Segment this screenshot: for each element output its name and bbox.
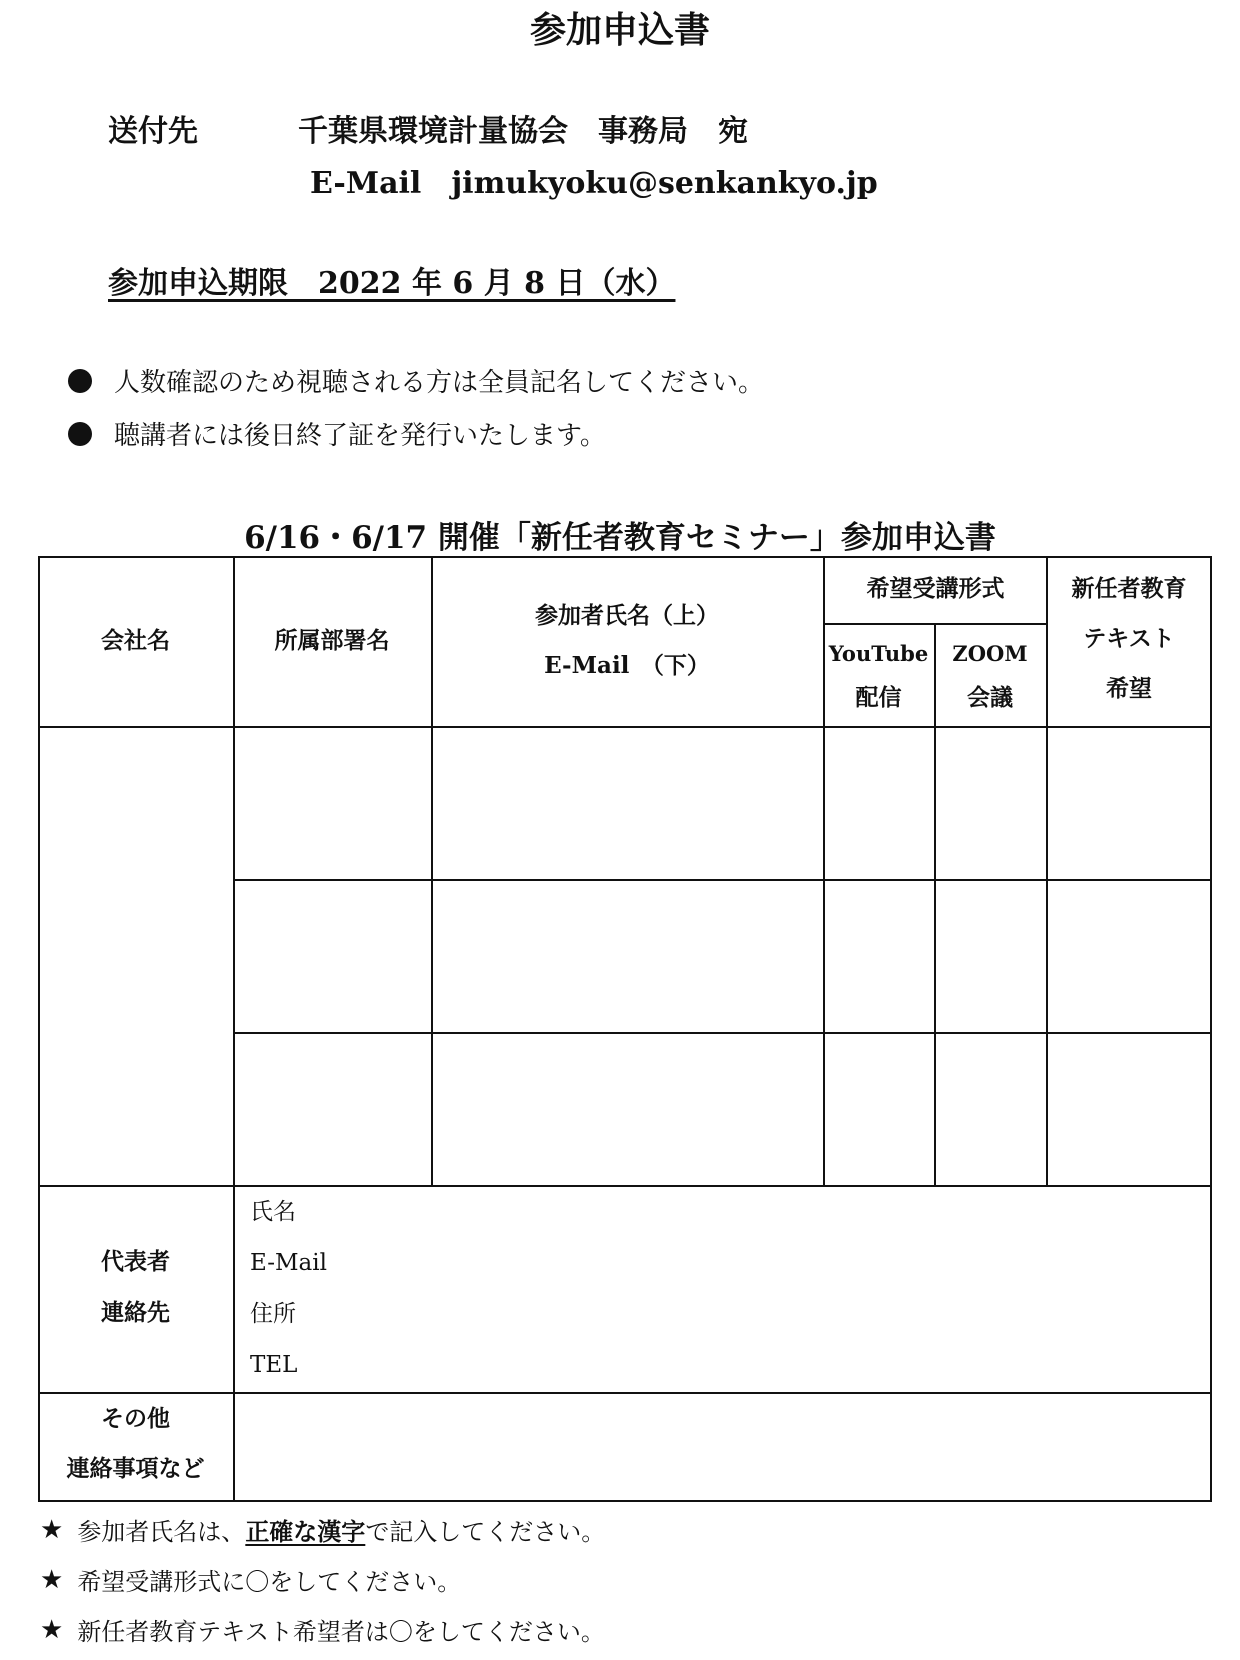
note-item — [68, 362, 764, 399]
header-department: 所属部署名 — [274, 627, 390, 654]
representative-tel-field: TEL — [250, 1352, 298, 1378]
star-icon: ★ — [40, 1564, 64, 1595]
representative-name-field: 氏名 — [250, 1199, 296, 1225]
header-zoom-sub: 会議 — [967, 684, 1013, 711]
destination-org: 千葉県環境計量協会 事務局 宛 — [298, 114, 748, 149]
other-label-1: その他 — [101, 1405, 170, 1432]
footer-note — [40, 1512, 605, 1547]
footer-note — [40, 1612, 605, 1647]
footer-note-text: 希望受講形式に〇をしてください。 — [77, 1568, 462, 1596]
representative-label-2: 連絡先 — [101, 1299, 170, 1326]
table-border-top — [38, 556, 1212, 558]
other-label-2: 連絡事項など — [66, 1455, 205, 1482]
row-divider — [233, 1032, 1212, 1034]
header-youtube: YouTube — [828, 641, 929, 666]
footer-note-text: で記入してください。 — [365, 1518, 606, 1546]
destination-email: E-Mail jimukyoku@senkankyo.jp — [310, 166, 878, 201]
destination-label: 送付先 — [108, 114, 198, 149]
representative-label-1: 代表者 — [101, 1248, 170, 1275]
footer-note-text: 新任者教育テキスト希望者は〇をしてください。 — [77, 1618, 605, 1646]
star-icon: ★ — [40, 1614, 64, 1645]
header-text-2: テキスト — [1083, 625, 1175, 652]
note-item — [68, 415, 606, 452]
note-text: 聴講者には後日終了証を発行いたします。 — [114, 421, 606, 451]
header-youtube-sub: 配信 — [855, 684, 902, 711]
header-bottom-line — [38, 726, 1212, 728]
column-divider — [233, 556, 235, 1502]
page-title: 参加申込書 — [529, 9, 710, 51]
row-divider — [233, 879, 1212, 881]
header-participant-name: 参加者氏名（上） — [535, 602, 719, 629]
footer-note — [40, 1562, 461, 1597]
header-text-1: 新任者教育 — [1071, 575, 1187, 602]
note-text: 人数確認のため視聴される方は全員記名してください。 — [114, 368, 765, 398]
header-zoom: ZOOM — [952, 641, 1028, 666]
header-participant-email: E-Mail （下） — [544, 652, 710, 679]
table-title: 6/16・6/17 開催「新任者教育セミナー」参加申込書 — [244, 520, 996, 556]
header-format: 希望受講形式 — [866, 575, 1005, 602]
footer-note-text: 参加者氏名は、 — [77, 1518, 246, 1546]
bullet-icon — [68, 422, 92, 446]
application-table — [38, 556, 1212, 1502]
footer-note-emphasis: 正確な漢字 — [245, 1517, 366, 1546]
table-border-left — [38, 556, 40, 1502]
table-border-bottom — [38, 1500, 1212, 1502]
representative-address-field: 住所 — [250, 1301, 296, 1327]
bullet-icon — [68, 369, 92, 393]
section-divider — [38, 1185, 1212, 1187]
star-icon: ★ — [40, 1514, 64, 1545]
deadline: 参加申込期限 2022 年 6 月 8 日（水） — [108, 266, 676, 301]
header-company: 会社名 — [101, 627, 170, 654]
header-text-3: 希望 — [1106, 675, 1152, 702]
representative-email-field: E-Mail — [250, 1250, 327, 1276]
